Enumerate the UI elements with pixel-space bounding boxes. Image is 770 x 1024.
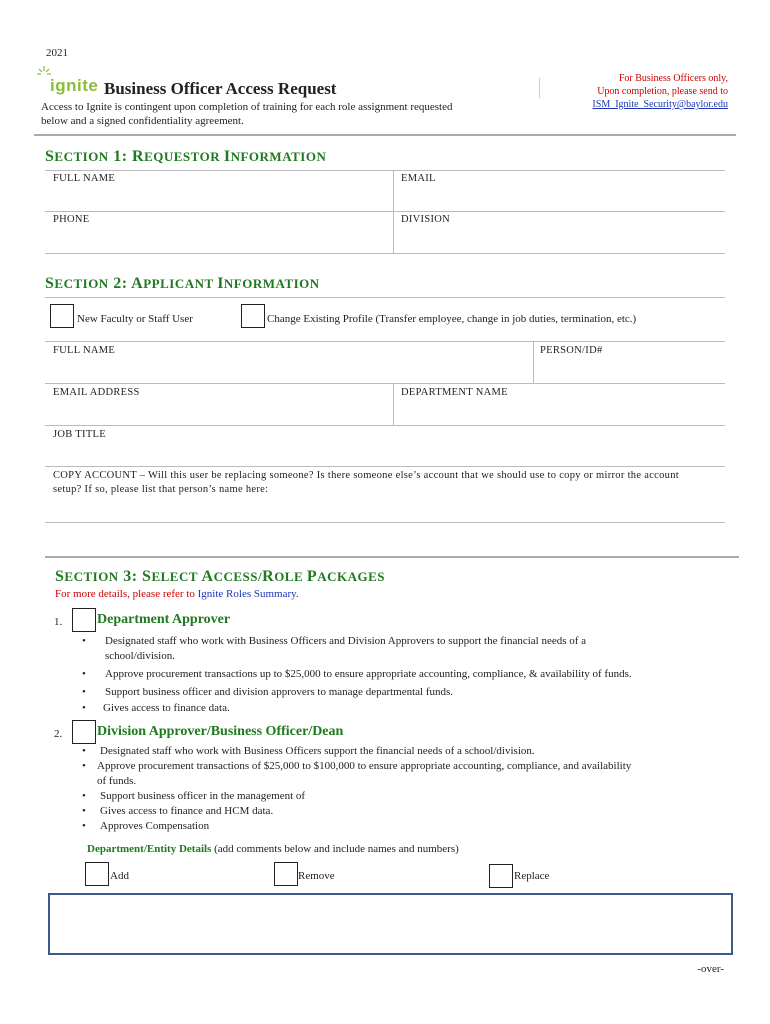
ignite-logo-text: ignite <box>50 76 99 95</box>
section3-heading: SECTION 3: SELECT ACCESS/ROLE PACKAGES <box>55 568 385 585</box>
division-approver-checkbox[interactable] <box>72 720 96 744</box>
person-id-label: PERSON/ID# <box>540 345 603 356</box>
header-divider <box>539 78 540 98</box>
requestor-email-label: EMAIL <box>401 173 436 184</box>
section1-divider-2 <box>393 212 394 253</box>
requestor-full-name-label: FULL NAME <box>53 173 116 184</box>
header-rule <box>34 134 736 136</box>
department-approver-title: Department Approver <box>97 612 231 627</box>
section1-rule-bottom <box>45 253 725 254</box>
section1-heading: SECTION 1: REQUESTOR INFORMATION <box>45 148 327 165</box>
role2-number: 2. <box>54 728 63 740</box>
section2-rule-4 <box>45 466 725 467</box>
note-line-1: For Business Officers only, <box>618 73 728 84</box>
department-name-label: DEPARTMENT NAME <box>401 387 508 398</box>
list-item: • Support business officer in the management of <box>82 790 306 802</box>
section2-rule-top <box>45 297 725 298</box>
job-title-label: JOB TITLE <box>53 429 106 440</box>
add-checkbox[interactable] <box>85 862 109 886</box>
roles-details-note: For more details, please refer to Ignite Roles Summary. <box>55 588 299 600</box>
list-item: • Approves Compensation <box>82 820 210 832</box>
section2-rule-bottom <box>45 522 725 523</box>
section1-divider <box>393 171 394 211</box>
comments-textarea[interactable] <box>48 893 733 955</box>
change-profile-label: Change Existing Profile (Transfer employee, change in job duties, termination, etc.) <box>267 313 637 325</box>
section2-heading: SECTION 2: APPLICANT INFORMATION <box>45 275 320 292</box>
list-item: • Designated staff who work with Business Officers and Division Approvers to support the financial needs of a <box>82 635 587 647</box>
list-item: of funds. <box>97 775 137 787</box>
role1-bullet-list <box>82 634 702 716</box>
requestor-division-label: DIVISION <box>401 214 451 225</box>
list-item: • Approve procurement transactions up to $25,000 to ensure appropriate accounting, compliance, & availability of funds. <box>82 668 632 680</box>
submission-note <box>592 72 728 111</box>
role2-bullet-list <box>82 744 702 834</box>
department-approver-checkbox[interactable] <box>72 608 96 632</box>
list-item: • Support business officer and division approvers to manage departmental funds. <box>82 686 454 698</box>
department-divider <box>393 384 394 425</box>
note-line-2: Upon completion, please send to <box>597 86 728 97</box>
intro-text: Access to Ignite is contingent upon completion of training for each role assignment requested below and a signed confidentiality agreement. <box>41 101 453 127</box>
list-item: • Approve procurement transactions of $25,000 to $100,000 to ensure appropriate accounting, compliance, and availability <box>82 760 632 772</box>
new-user-label: New Faculty or Staff User <box>77 313 193 325</box>
change-profile-checkbox[interactable] <box>241 304 265 328</box>
list-item: • Designated staff who work with Business Officers support the financial needs of a school/division. <box>82 745 535 757</box>
replace-checkbox[interactable] <box>489 864 513 888</box>
applicant-email-label: EMAIL ADDRESS <box>53 387 140 398</box>
list-item: • Gives access to finance and HCM data. <box>82 805 274 817</box>
add-label: Add <box>110 870 129 882</box>
applicant-full-name-label: FULL NAME <box>53 345 116 356</box>
entity-details-label: Department/Entity Details (add comments below and include names and numbers) <box>87 843 459 855</box>
replace-label: Replace <box>514 870 550 882</box>
section2-rule-2 <box>45 383 725 384</box>
security-email-link[interactable]: ISM_Ignite_Security@baylor.edu <box>592 99 728 110</box>
list-item: • Gives access to finance data. <box>82 702 230 714</box>
roles-summary-link[interactable]: Ignite Roles Summary <box>197 588 296 600</box>
copy-account-label: COPY ACCOUNT – Will this user be replacing someone? Is there someone else’s account that we should use to copy or mirror the account setup? If so, please list that person’s name here: <box>53 470 679 495</box>
division-approver-title: Division Approver/Business Officer/Dean <box>97 724 344 739</box>
person-id-divider <box>533 342 534 383</box>
section1-rule-top <box>45 170 725 171</box>
form-year: 2021 <box>46 47 68 59</box>
section2-rule-3 <box>45 425 725 426</box>
remove-label: Remove <box>298 870 335 882</box>
section1-rule-mid <box>45 211 725 212</box>
new-user-checkbox[interactable] <box>50 304 74 328</box>
page-over-indicator: -over- <box>697 963 724 975</box>
list-item: school/division. <box>105 650 175 662</box>
remove-checkbox[interactable] <box>274 862 298 886</box>
section-separator <box>45 556 739 558</box>
requestor-phone-label: PHONE <box>53 214 90 225</box>
section2-rule-1 <box>45 341 725 342</box>
role1-number: 1. <box>54 616 63 628</box>
form-title: Business Officer Access Request <box>104 79 337 98</box>
